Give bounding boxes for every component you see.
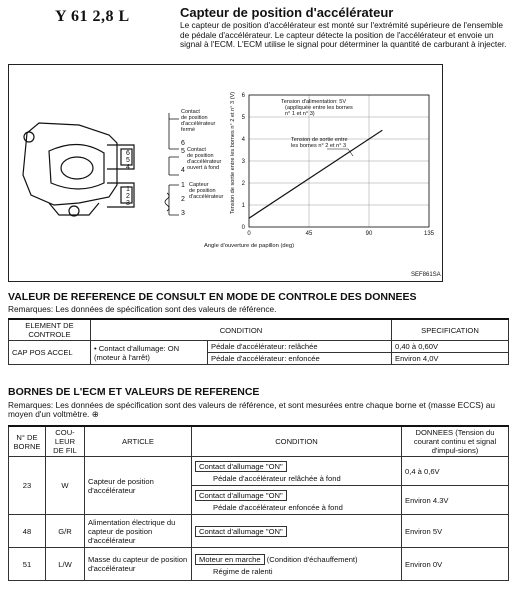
figure-code: SEF861SA — [411, 272, 441, 278]
label-ferme-4: fermé — [181, 127, 196, 133]
chart-annotations — [281, 99, 353, 149]
annotation-output-2: les bornes n° 2 et n° 3 — [291, 143, 347, 149]
label-ouvert-2: de position — [187, 153, 214, 159]
y-tick-label: 6 — [241, 93, 245, 99]
condition-cell — [192, 457, 402, 486]
y-tick-label: 2 — [241, 181, 245, 187]
value-cell: Environ 5V — [402, 515, 509, 548]
pin-label: 2 — [126, 193, 130, 200]
terminal-3: 3 — [181, 210, 185, 217]
y-tick-label: 3 — [241, 159, 245, 165]
header-spec: SPECIFICATION — [392, 319, 509, 341]
value-cell: Environ 4.3V — [402, 486, 509, 515]
label-capteur-1: Capteur — [189, 182, 209, 188]
header-element: ELEMENT DE CONTROLE — [9, 319, 91, 341]
page-title: Capteur de position d'accélérateur — [180, 5, 394, 20]
model-label: Y 61 2,8 L — [55, 8, 130, 25]
consult-table — [8, 318, 509, 365]
consult-header-row — [9, 319, 509, 341]
header-donnees: DONNEES (Tension du courant continu et signal d'impul-sions) — [402, 426, 509, 457]
borne-cell: 51 — [9, 548, 46, 581]
x-tick-label: 90 — [365, 231, 373, 237]
header-borne: N° DE BORNE — [9, 426, 46, 457]
chart-xlabel: Angle d'ouverture de papillon (deg) — [203, 243, 295, 249]
table-row — [9, 548, 509, 581]
terminal-numbers — [181, 140, 185, 217]
condition-main: Contact d'allumage "ON" — [195, 490, 287, 501]
annotation-output-1: Tension de sortie entre — [291, 137, 348, 143]
element-cell: CAP POS ACCEL — [9, 341, 91, 365]
table-row — [9, 457, 509, 486]
table-row — [9, 341, 509, 353]
condition-cell: • Contact d'allumage: ON (moteur à l'arrêt) — [91, 341, 208, 365]
terminal-2: 2 — [181, 196, 185, 203]
condition-cell — [192, 515, 402, 548]
couleur-cell: G/R — [46, 515, 85, 548]
spec-cell: Environ 4,0V — [392, 353, 509, 365]
article-cell: Alimentation électrique du capteur de position d'accélérateur — [85, 515, 192, 548]
condition-sub: Pédale d'accélérateur relâchée à fond — [213, 473, 341, 483]
value-cell: 0,4 à 0,6V — [402, 457, 509, 486]
value-cell: Environ 0V — [402, 548, 509, 581]
pin-label: 5 — [126, 157, 130, 164]
couleur-cell: L/W — [46, 548, 85, 581]
y-tick-label: 4 — [241, 137, 245, 143]
condition-cell — [192, 548, 402, 581]
article-cell: Masse du capteur de position d'accélérateur — [85, 548, 192, 581]
x-tick-label: 45 — [305, 231, 313, 237]
terminal-4: 4 — [181, 167, 185, 174]
ecm-remark — [8, 401, 513, 420]
intro-paragraph: Le capteur de position d'accélérateur est monté sur l'extrémité supérieure de l'ensemble de pédale d'accélérateur. Le capteur détecte la position de l'accélérateur et envoie un signal à l'ECM. L'ECM utilise le signal pour déterminer la quantité de carburant à injecter. — [180, 20, 507, 50]
label-capteur-2: de position — [189, 188, 216, 194]
annotation-supply-2: (appliquée entre les bornes — [285, 105, 353, 111]
subcondition-cell: Pédale d'accélérateur: relâchée — [208, 341, 392, 353]
label-ferme-3: d'accélérateur — [181, 121, 216, 127]
condition-sub: Régime de ralenti — [213, 566, 273, 576]
pin-label: 3 — [126, 200, 130, 207]
y-tick-label: 1 — [241, 203, 245, 209]
label-ferme-2: de position — [181, 115, 208, 121]
spec-cell: 0,40 à 0,60V — [392, 341, 509, 353]
header-condition: CONDITION — [192, 426, 402, 457]
subcondition-cell: Pédale d'accélérateur: enfoncée — [208, 353, 392, 365]
terminal-1: 1 — [181, 182, 185, 189]
consult-remark: Remarques: Les données de spécification sont des valeurs de référence. — [8, 304, 277, 314]
y-tick-label: 0 — [241, 225, 245, 231]
terminal-5: 5 — [181, 148, 185, 155]
couleur-cell: W — [46, 457, 85, 515]
borne-cell: 48 — [9, 515, 46, 548]
header-couleur: COU-LEUR DE FIL — [46, 426, 85, 457]
ecm-terminal-table — [8, 425, 509, 581]
x-tick-label: 135 — [423, 231, 435, 237]
header-article: ARTICLE — [85, 426, 192, 457]
ground-icon: ⊕ — [91, 409, 99, 420]
annotation-supply-1: Tension d'alimentation: 5V — [281, 99, 347, 105]
borne-cell: 23 — [9, 457, 46, 515]
ecm-heading: BORNES DE L'ECM ET VALEURS DE REFERENCE — [8, 386, 260, 398]
chart-ylabel: Tension de sortie entre les bornes n° 2 et n° 3 (V) — [230, 91, 236, 215]
connector-pins — [126, 150, 130, 207]
voltage-chart — [242, 93, 435, 237]
x-tick-label: 0 — [247, 231, 251, 237]
pin-label: 6 — [126, 150, 130, 157]
pin-label: 1 — [126, 186, 130, 193]
schematic-labels — [181, 109, 224, 200]
label-ferme-1: Contact — [181, 109, 200, 115]
article-cell: Capteur de position d'accélérateur — [85, 457, 192, 515]
condition-cell — [192, 486, 402, 515]
terminal-6: 6 — [181, 140, 185, 147]
y-tick-label: 5 — [241, 115, 245, 121]
ecm-header-row — [9, 426, 509, 457]
condition-main: Contact d'allumage "ON" — [195, 526, 287, 537]
condition-suffix: (Condition d'échauffement) — [266, 554, 358, 564]
consult-heading: VALEUR DE REFERENCE DE CONSULT EN MODE DE CONTROLE DES DONNEES — [8, 291, 417, 303]
sensor-diagram — [9, 65, 442, 281]
header-condition: CONDITION — [91, 319, 392, 341]
table-row — [9, 515, 509, 548]
label-ouvert-3: d'accélérateur — [187, 159, 222, 165]
pin-label: 4 — [126, 164, 130, 171]
condition-sub: Pédale d'accélérateur enfoncée à fond — [213, 502, 343, 512]
condition-main: Moteur en marche — [195, 554, 265, 565]
sensor-figure — [8, 64, 443, 282]
switch-schematic — [165, 113, 179, 215]
label-ouvert-4: ouvert à fond — [187, 165, 220, 171]
label-capteur-3: d'accélérateur — [189, 194, 224, 200]
annotation-supply-3: n° 1 et n° 3) — [285, 111, 315, 117]
label-ouvert-1: Contact — [187, 147, 206, 153]
condition-main: Contact d'allumage "ON" — [195, 461, 287, 472]
ecm-remark-text: Remarques: Les données de spécification sont des valeurs de référence, et sont mesurées entre chaque borne et (masse ECCS) au moyen d'un voltmètre. — [8, 400, 496, 420]
sensor-drawing — [23, 123, 134, 216]
